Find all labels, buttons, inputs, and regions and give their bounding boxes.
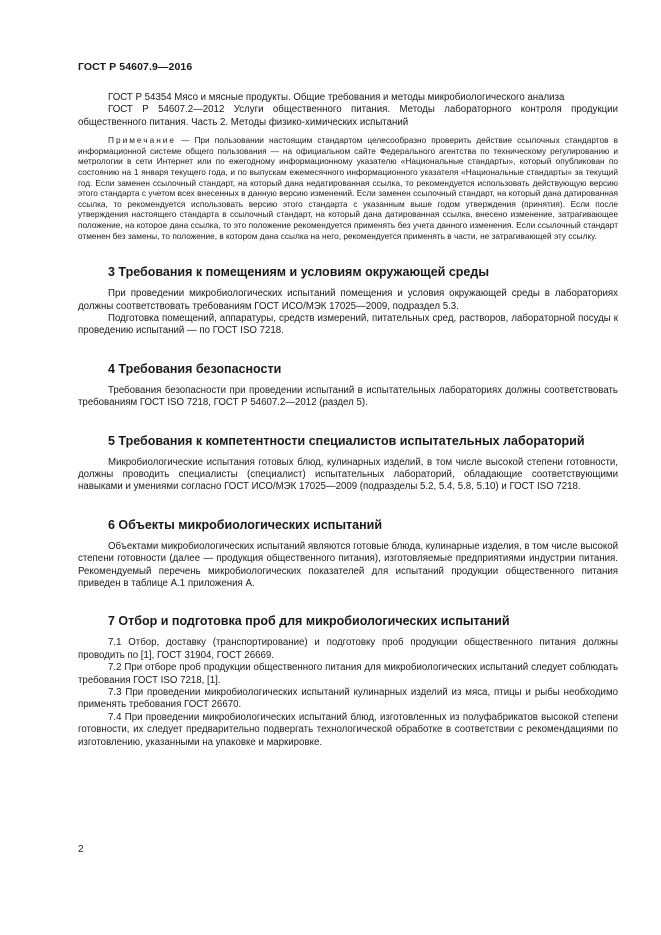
reference-item: ГОСТ Р 54607.2—2012 Услуги общественного питания. Методы лабораторного контроля продукции общественного питания. Часть 2. Методы физико-химических испытаний xyxy=(78,104,618,128)
reference-item: ГОСТ Р 54354 Мясо и мясные продукты. Общие требования и методы микробиологического анализа xyxy=(108,92,565,103)
section-paragraph: Подготовка помещений, аппаратуры, средств измерений, питательных сред, растворов, лабораторной посуды к проведению испытаний — по ГОСТ ISO 7218. xyxy=(78,312,618,337)
section-paragraph: При проведении микробиологических испытаний помещения и условия окружающей среды в лабораториях должны соответствовать требованиям ГОСТ ИСО/МЭК 17025—2009, подраздел 5.3. xyxy=(78,288,618,312)
section-paragraph: 7.4 При проведении микробиологических испытаний блюд, изготовленных из полуфабрикатов высокой степени готовности, их следует предварительно подвергать технологической обработке в соответствии с рекомендациями по изготовлению, указанными на упаковке и маркировке. xyxy=(78,711,618,748)
section-heading: 5 Требования к компетентности специалистов испытательных лабораторий xyxy=(108,433,585,448)
section-paragraph: Объектами микробиологических испытаний являются готовые блюда, кулинарные изделия, в том числе высокой степени готовности (далее — продукция общественного питания), изготовляемые предприятиями индустрии питания. Рекомендуемый перечень микробиологических показателей для испытаний продукции общественного питания приведен в таблице А.1 приложения А. xyxy=(78,540,618,590)
section-paragraph: 7.1 Отбор, доставку (транспортирование) и подготовку проб продукции общественного питания должны проводить по [1], ГОСТ 31904, ГОСТ 26669. xyxy=(78,637,618,661)
section-paragraph: Требования безопасности при проведении испытаний в испытательных лабораториях должны соответствовать требованиям ГОСТ ISO 7218, ГОСТ Р 54607.2—2012 (раздел 5). xyxy=(78,384,618,409)
section-heading: 3 Требования к помещениям и условиям окружающей среды xyxy=(108,265,489,280)
note-block xyxy=(78,135,618,241)
section-paragraph: 7.3 При проведении микробиологических испытаний кулинарных изделий из мяса, птицы и рыбы необходимо применять требования ГОСТ 26670. xyxy=(78,687,618,711)
section-heading: 4 Требования безопасности xyxy=(108,361,282,376)
note-text: — При пользовании настоящим стандартом целесообразно проверить действие ссылочных стандартов в информационной системе общего пользования — на официальном сайте Федерального агентства по техническому регулированию и метрологии в сети Интернет или по ежегодному информационному указателю «Национальные стандарты», который опубликован по состоянию на 1 января текущего года, и по выпускам ежемесячного информационного указателя «Национальные стандарты» за текущий год. Если заменен ссылочный стандарт, на который дана недатированная ссылка, то рекомендуется использовать действующую версию этого стандарта с учетом всех внесенных в данную версию изменений. Если заменен ссылочный стандарт, на который дана датированная ссылка, то рекомендуется использовать версию этого стандарта с указанным выше годом утверждения (принятия). Если после утверждения настоящего стандарта в ссылочный стандарт, на который дана датированная ссылка, внесено изменение, затрагивающее положение, на которое дана ссылка, то это положение рекомендуется применять без учета данного изменения. Если ссылочный стандарт отменен без замены, то положение, в котором дана ссылка на него, рекомендуется применять в части, не затрагивающей эту ссылку. xyxy=(78,135,618,241)
standard-header: ГОСТ Р 54607.9—2016 xyxy=(78,61,193,73)
note-label: Примечание xyxy=(108,135,177,146)
section-paragraph: Микробиологические испытания готовых блюд, кулинарных изделий, в том числе высокой степени готовности, должны проводить специалисты (специалист) испытательных лабораторий, обладающие соответствующими навыками и умениями согласно ГОСТ ИСО/МЭК 17025—2009 (подразделы 5.2, 5.4, 5.8, 5.10) и ГОСТ ISO 7218. xyxy=(78,456,618,493)
page-content xyxy=(78,92,618,749)
page-number: 2 xyxy=(78,844,84,855)
section-heading: 6 Объекты микробиологических испытаний xyxy=(108,517,382,532)
section-paragraph: 7.2 При отборе проб продукции общественного питания для микробиологических испытаний следует соблюдать требования ГОСТ ISO 7218, [1]. xyxy=(78,662,618,686)
section-heading: 7 Отбор и подготовка проб для микробиологических испытаний xyxy=(108,614,510,629)
